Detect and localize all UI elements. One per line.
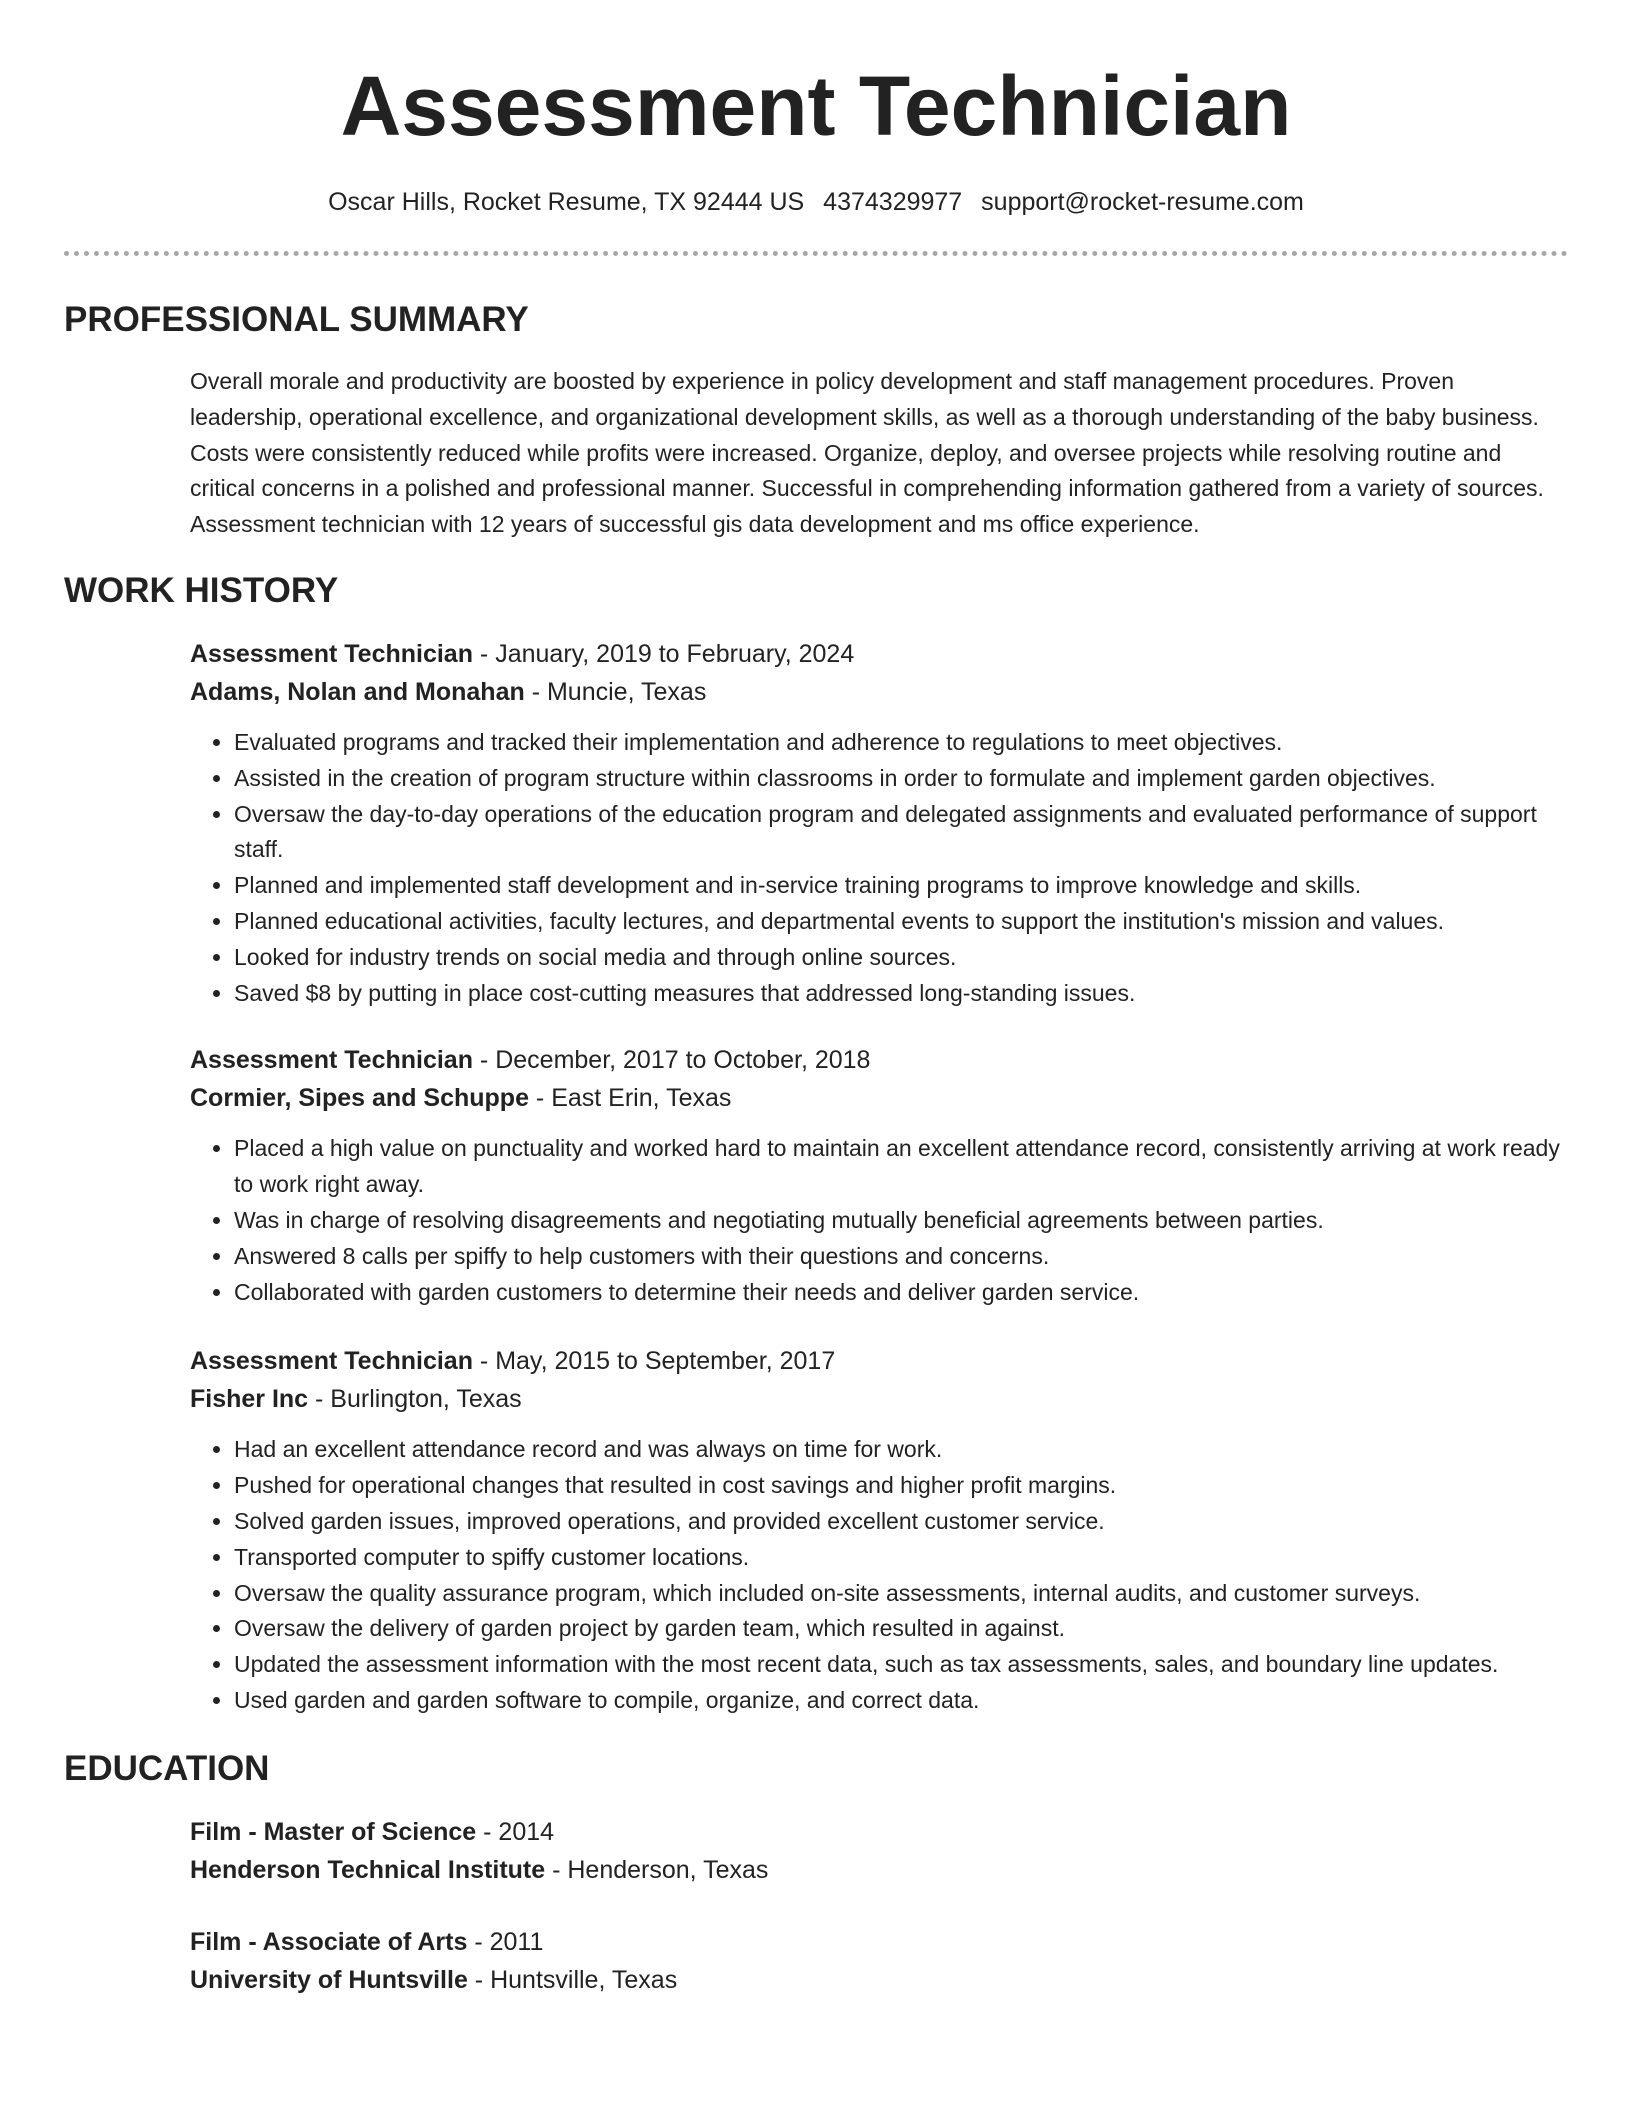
job-bullets bbox=[190, 725, 1568, 1011]
contact-phone: 4374329977 bbox=[823, 188, 963, 216]
job-company: Adams, Nolan and Monahan bbox=[190, 677, 525, 706]
education-entry bbox=[190, 1923, 1568, 1999]
job-bullet: • Planned educational activities, faculty lectures, and departmental events to support the institution's mission and values. bbox=[234, 904, 1568, 940]
job-title-line bbox=[190, 1342, 1568, 1380]
job-bullet: • Updated the assessment information with the most recent data, such as tax assessments, sales, and boundary line updates. bbox=[234, 1647, 1568, 1683]
education-degree: Film - Associate of Arts bbox=[190, 1927, 468, 1956]
job-dates: - December, 2017 to October, 2018 bbox=[472, 1046, 871, 1075]
education-entry bbox=[190, 1813, 1568, 1889]
job-bullets bbox=[190, 1432, 1568, 1718]
job-role: Assessment Technician bbox=[190, 1046, 473, 1075]
job-role: Assessment Technician bbox=[190, 639, 473, 668]
education-degree-line bbox=[190, 1923, 1568, 1961]
job-location: - Muncie, Texas bbox=[524, 677, 707, 706]
job-location: - Burlington, Texas bbox=[308, 1385, 522, 1414]
job-role: Assessment Technician bbox=[190, 1347, 473, 1376]
education-school-line bbox=[190, 1851, 1568, 1889]
job-bullet: • Oversaw the quality assurance program, which included on-site assessments, internal audits, and customer surveys. bbox=[234, 1576, 1568, 1612]
job-bullet: • Pushed for operational changes that resulted in cost savings and higher profit margins. bbox=[234, 1468, 1568, 1504]
job-title-line bbox=[190, 635, 1568, 673]
contact-line bbox=[64, 186, 1568, 218]
job-company: Fisher Inc bbox=[190, 1385, 309, 1414]
job-entry bbox=[190, 1342, 1568, 1718]
job-dates: - January, 2019 to February, 2024 bbox=[472, 639, 855, 668]
summary-text: Overall morale and productivity are boosted by experience in policy development and staff management procedures. Proven leadership, operational excellence, and organizational development skills, as well as a thorough understanding of the baby business. Costs were consistently reduced while profits were increased. Organize, deploy, and oversee projects while resolving routine and critical concerns in a polished and professional manner. Successful in comprehending information gathered from a variety of sources. Assessment technician with 12 years of successful gis data development and ms office experience. bbox=[190, 368, 1544, 538]
resume-name: Assessment Technician bbox=[340, 59, 1292, 153]
education-degree: Film - Master of Science bbox=[190, 1817, 477, 1846]
job-bullets bbox=[190, 1131, 1568, 1310]
job-bullet: • Collaborated with garden customers to determine their needs and deliver garden service. bbox=[234, 1275, 1568, 1311]
job-company: Cormier, Sipes and Schuppe bbox=[190, 1084, 529, 1113]
contact-address: Oscar Hills, Rocket Resume, TX 92444 US bbox=[328, 188, 805, 216]
summary-heading: PROFESSIONAL SUMMARY bbox=[64, 300, 529, 339]
education-heading: EDUCATION bbox=[64, 1748, 270, 1788]
job-bullet: • Was in charge of resolving disagreements and negotiating mutually beneficial agreements between parties. bbox=[234, 1203, 1568, 1239]
job-entry bbox=[190, 635, 1568, 1011]
job-bullet: • Transported computer to spiffy customer locations. bbox=[234, 1540, 1568, 1576]
job-company-line bbox=[190, 1380, 1568, 1418]
job-bullet: • Evaluated programs and tracked their implementation and adherence to regulations to meet objectives. bbox=[234, 725, 1568, 761]
job-bullet: • Used garden and garden software to compile, organize, and correct data. bbox=[234, 1683, 1568, 1719]
job-location: - East Erin, Texas bbox=[528, 1084, 732, 1113]
job-bullet: • Oversaw the day-to-day operations of the education program and delegated assignments and evaluated performance of support staff. bbox=[234, 797, 1568, 869]
contact-email: support@rocket-resume.com bbox=[981, 188, 1304, 216]
education-school: Henderson Technical Institute bbox=[190, 1855, 546, 1884]
job-bullet: • Assisted in the creation of program structure within classrooms in order to formulate and implement garden objectives. bbox=[234, 761, 1568, 797]
job-bullet: • Had an excellent attendance record and was always on time for work. bbox=[234, 1432, 1568, 1468]
work-history-heading: WORK HISTORY bbox=[64, 570, 339, 610]
education-year: - 2014 bbox=[476, 1817, 555, 1846]
education-degree-line bbox=[190, 1813, 1568, 1851]
job-dates: - May, 2015 to September, 2017 bbox=[472, 1347, 836, 1376]
job-bullet: • Answered 8 calls per spiffy to help customers with their questions and concerns. bbox=[234, 1239, 1568, 1275]
job-entry bbox=[190, 1041, 1568, 1310]
job-bullet: • Planned and implemented staff development and in-service training programs to improve knowledge and skills. bbox=[234, 868, 1568, 904]
education-location: - Henderson, Texas bbox=[545, 1855, 769, 1884]
job-bullet: • Placed a high value on punctuality and worked hard to maintain an excellent attendance record, consistently arriving at work ready to work right away. bbox=[234, 1131, 1568, 1203]
education-school-line bbox=[190, 1961, 1568, 1999]
job-company-line bbox=[190, 1079, 1568, 1117]
header-divider bbox=[64, 251, 1568, 256]
job-bullet: • Saved $8 by putting in place cost-cutting measures that addressed long-standing issues. bbox=[234, 976, 1568, 1012]
job-company-line bbox=[190, 673, 1568, 711]
job-bullet: • Solved garden issues, improved operations, and provided excellent customer service. bbox=[234, 1504, 1568, 1540]
education-school: University of Huntsville bbox=[190, 1965, 468, 1994]
job-title-line bbox=[190, 1041, 1568, 1079]
job-bullet: • Oversaw the delivery of garden project by garden team, which resulted in against. bbox=[234, 1611, 1568, 1647]
education-location: - Huntsville, Texas bbox=[467, 1965, 678, 1994]
education-year: - 2011 bbox=[467, 1927, 544, 1956]
job-bullet: • Looked for industry trends on social media and through online sources. bbox=[234, 940, 1568, 976]
